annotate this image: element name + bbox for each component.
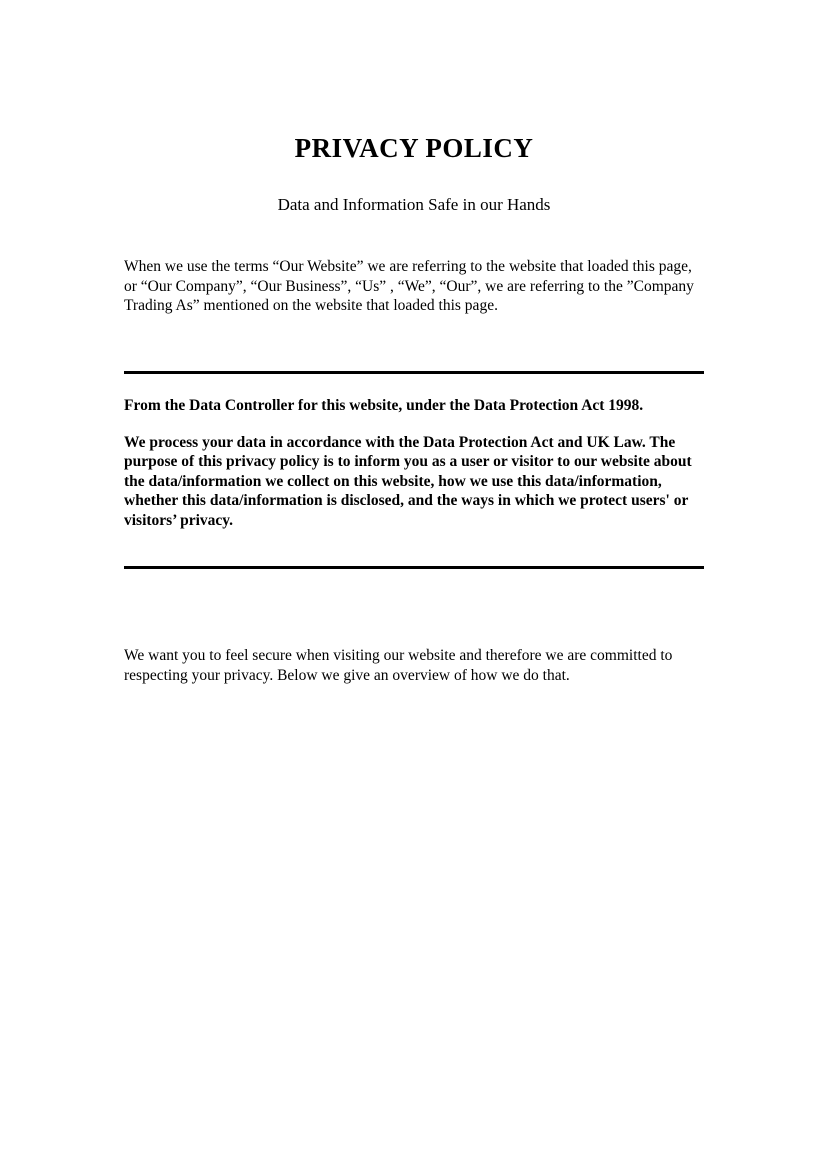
bold-paragraph: We process your data in accordance with the Data Protection Act and UK Law. The purpose of this privacy policy is to inform you as a user or visitor to our website about the data/information we collect on this website, how we use this data/information, whether this data/information is disclosed, and the ways in which we protect users' or visitors’ privacy.: [124, 433, 692, 529]
document-title: PRIVACY POLICY: [294, 133, 534, 163]
horizontal-rule-bottom: [124, 566, 704, 569]
section-heading: From the Data Controller for this website, under the Data Protection Act 1998.: [124, 396, 644, 414]
horizontal-rule-top: [124, 371, 704, 374]
intro-paragraph: When we use the terms “Our Website” we are referring to the website that loaded this page, or “Our Company”, “Our Business”, “Us” , “We”, “Our”, we are referring to the ”Company Trading As” mentioned on the website that loaded this page.: [124, 258, 694, 314]
closing-paragraph: We want you to feel secure when visiting our website and therefore we are committed to respecting your privacy. Below we give an overview of how we do that.: [124, 647, 673, 684]
document-page: [124, 0, 704, 685]
document-subtitle: Data and Information Safe in our Hands: [277, 195, 551, 214]
